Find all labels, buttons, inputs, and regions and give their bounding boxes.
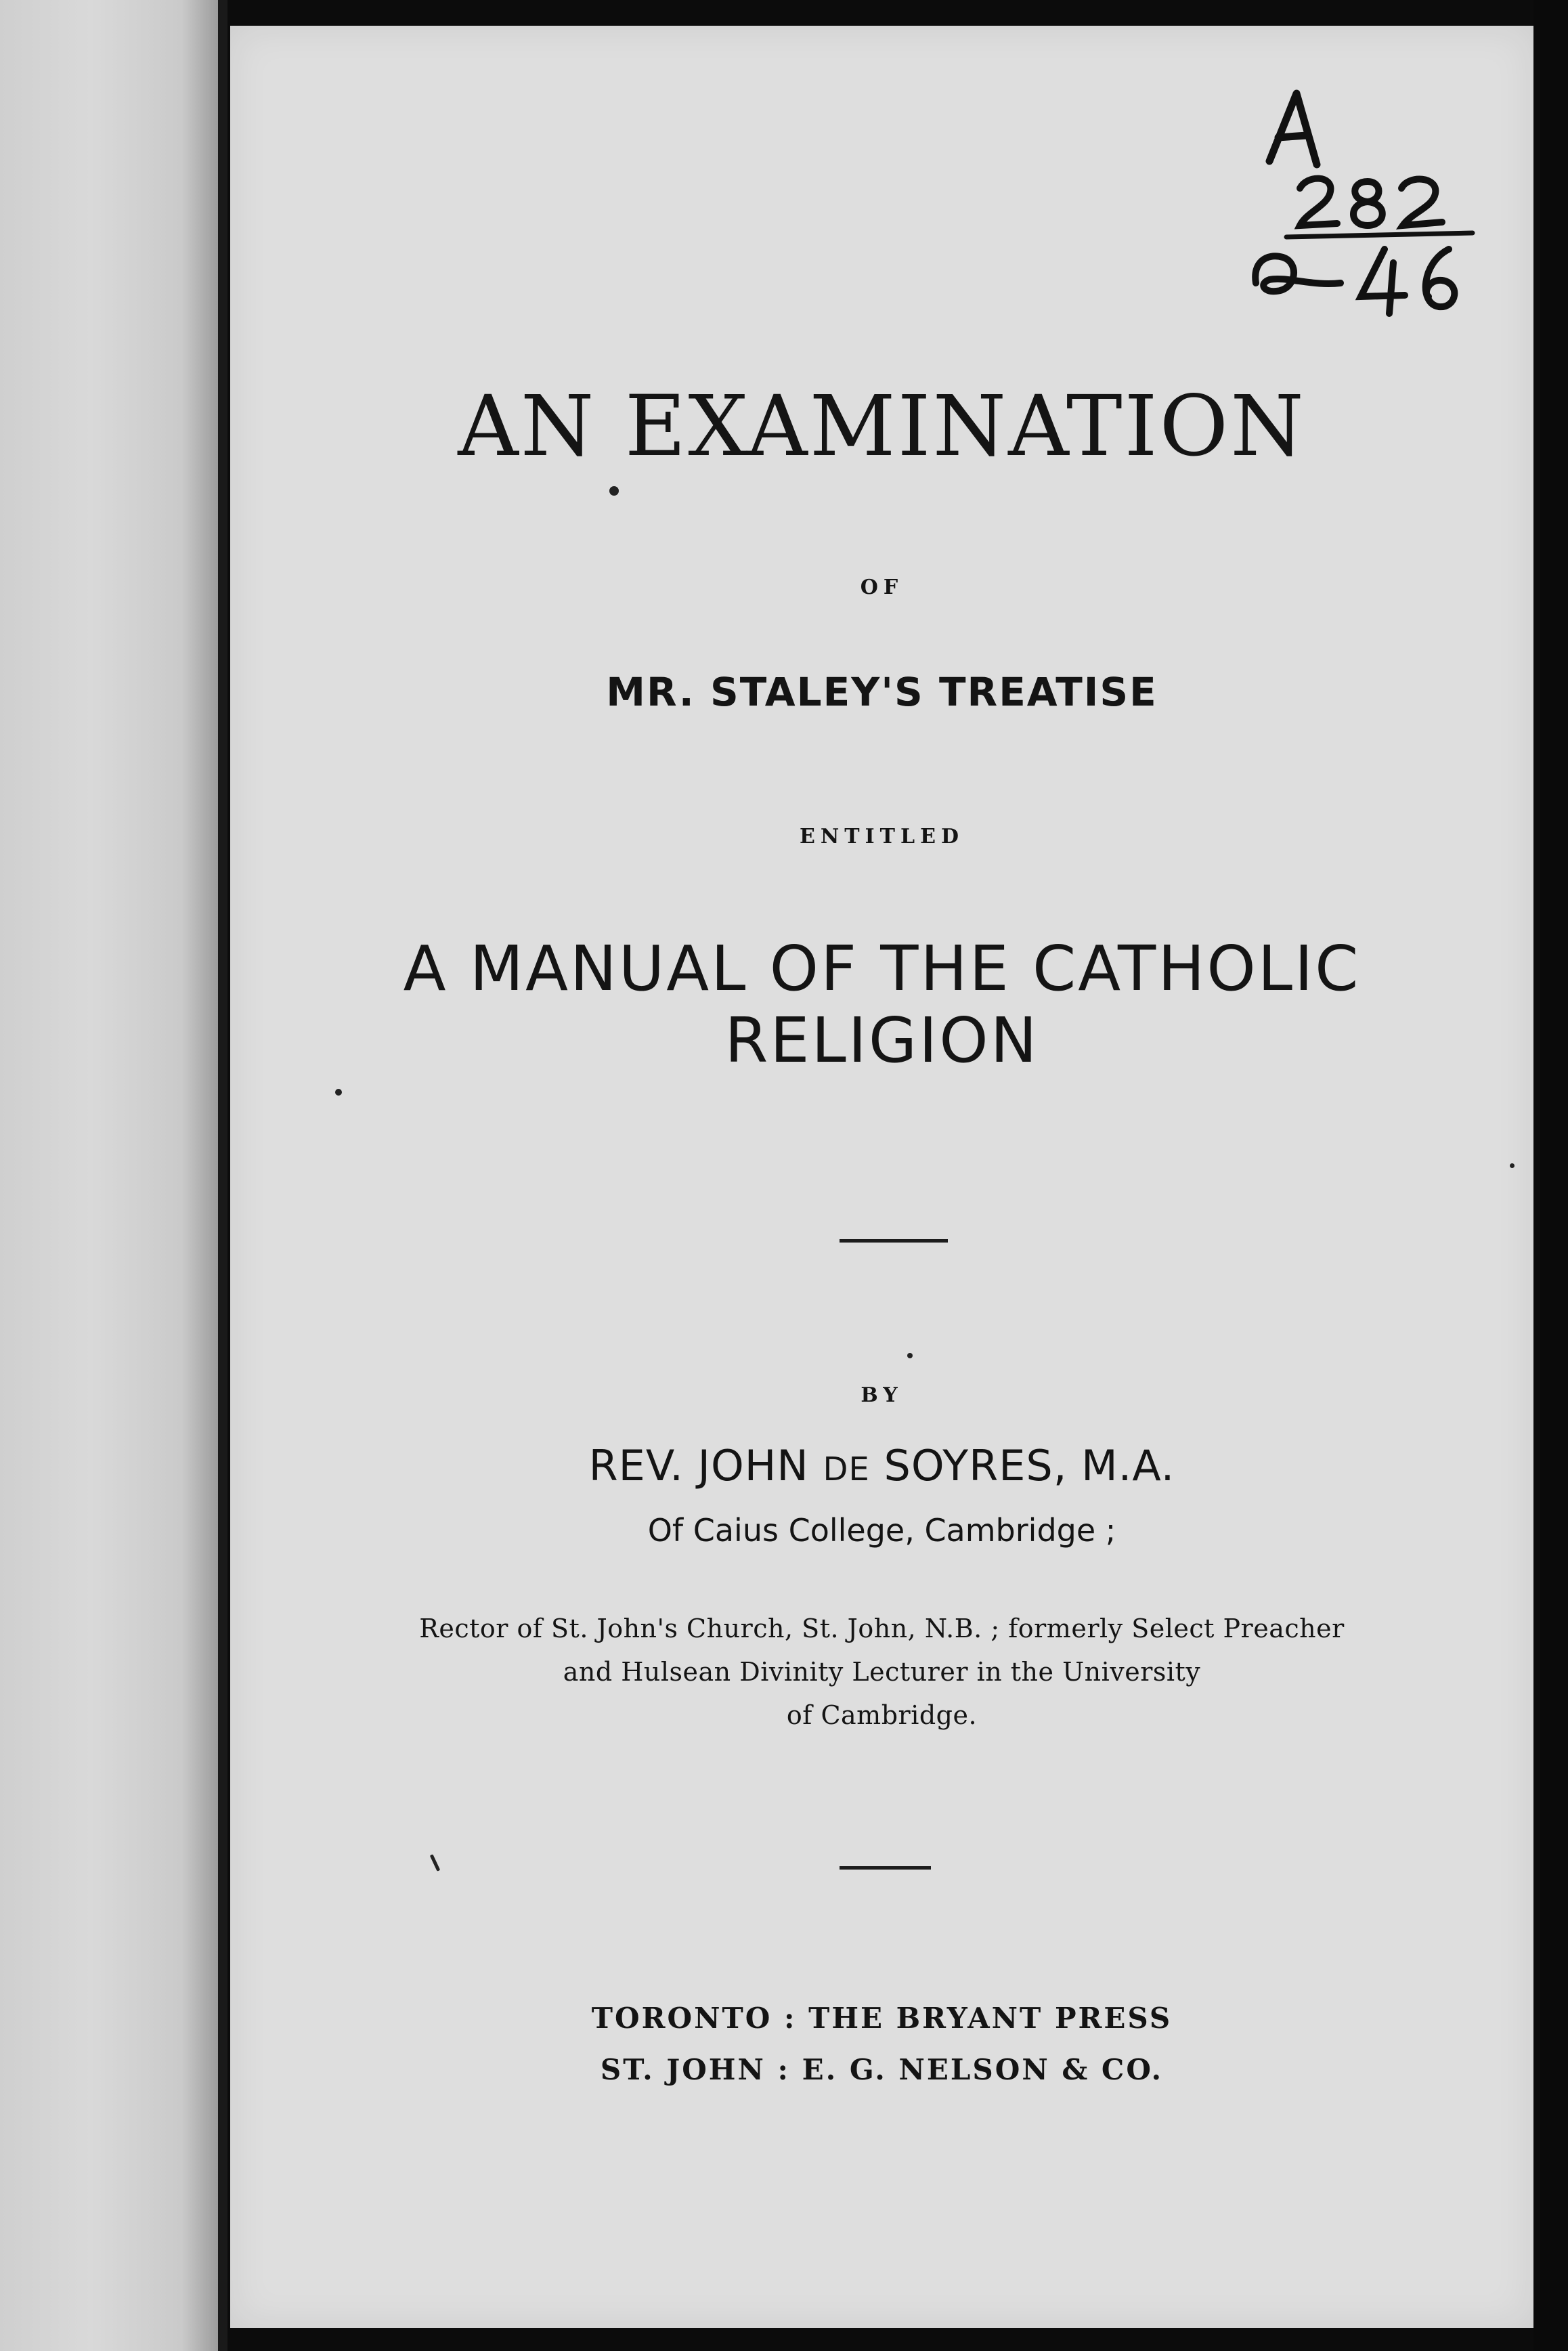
- divider-rule: [840, 1866, 931, 1870]
- author-particle: DE: [823, 1450, 870, 1488]
- ink-speck: [430, 1854, 441, 1872]
- book-title-line-1: A MANUAL OF THE CATHOLIC: [403, 932, 1361, 1005]
- treatise-name: MR. STALEY'S TREATISE: [606, 669, 1158, 715]
- title-page: [230, 26, 1533, 2328]
- divider-rule: [840, 1239, 948, 1243]
- binding-board: [0, 0, 227, 2351]
- connector-by: BY: [861, 1383, 903, 1407]
- imprint-line-2: ST. JOHN : E. G. NELSON & CO.: [600, 2053, 1164, 2086]
- ink-speck: [609, 486, 619, 496]
- connector-of: OF: [860, 576, 904, 599]
- imprint-line-1: TORONTO : THE BRYANT PRESS: [591, 2002, 1173, 2035]
- ink-speck: [907, 1353, 913, 1358]
- ink-speck: [1510, 1163, 1515, 1168]
- author-prefix: REV. JOHN: [588, 1441, 823, 1490]
- handwritten-shelfmark: [1205, 80, 1503, 324]
- gutter-shadow: [218, 0, 227, 2351]
- credentials-line-1: Rector of St. John's Church, St. John, N.B. ; formerly Select Preacher: [419, 1614, 1345, 1643]
- ink-speck: [335, 1089, 342, 1096]
- scan-edge: [1533, 0, 1568, 2351]
- connector-entitled: ENTITLED: [800, 825, 964, 848]
- author-credentials: [230, 1607, 1533, 1737]
- book-title-line-2: RELIGION: [724, 1004, 1039, 1077]
- main-title: AN EXAMINATION: [458, 378, 1306, 475]
- credentials-line-2: and Hulsean Divinity Lecturer in the University: [563, 1657, 1201, 1687]
- book-title: [230, 933, 1533, 1077]
- author-suffix: SOYRES, M.A.: [869, 1441, 1175, 1490]
- publisher-imprint: [230, 1993, 1533, 2096]
- author-name: [230, 1441, 1533, 1490]
- credentials-line-3: of Cambridge.: [786, 1700, 978, 1730]
- author-college: Of Caius College, Cambridge ;: [647, 1512, 1116, 1549]
